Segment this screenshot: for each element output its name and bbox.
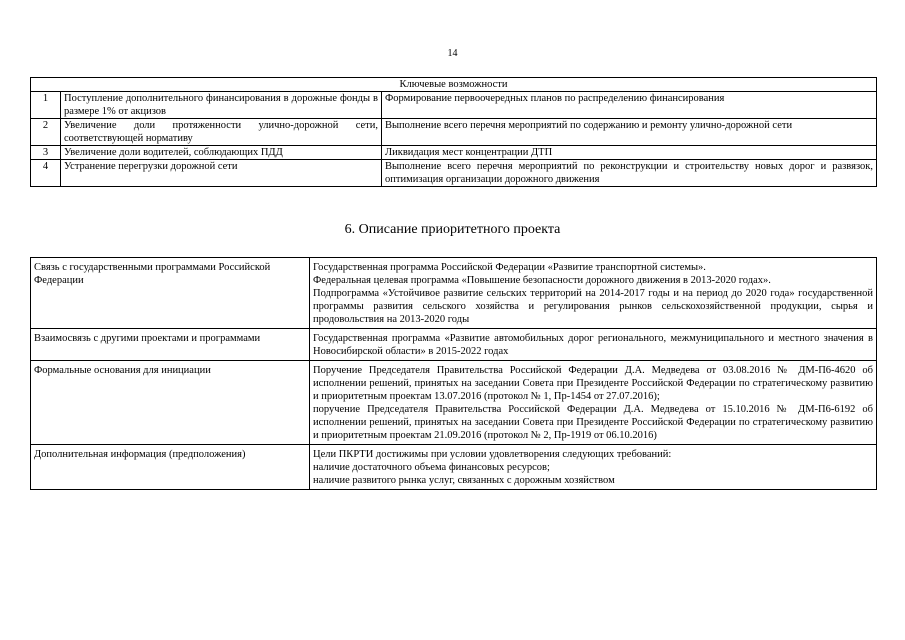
- table-row: [31, 92, 877, 119]
- row-content: [310, 361, 877, 445]
- section-title: 6. Описание приоритетного проекта: [344, 222, 561, 237]
- table-row: [31, 361, 877, 445]
- row-content: [310, 258, 877, 329]
- action-cell: Ликвидация мест концентрации ДТП: [382, 146, 877, 160]
- table-row: [31, 445, 877, 490]
- opportunity-cell: Увеличение доли водителей, соблюдающих ПДД: [61, 146, 382, 160]
- opportunity-cell: Устранение перегрузки дорожной сети: [61, 160, 382, 187]
- key-capabilities-table: [30, 77, 877, 187]
- content-paragraph: наличие развитого рынка услуг, связанных с дорожным хозяйством: [313, 475, 615, 486]
- table-row: [31, 329, 877, 361]
- content-paragraph: Цели ПКРТИ достижимы при условии удовлетворения следующих требований:: [313, 449, 672, 460]
- table-row: [31, 146, 877, 160]
- row-label: Дополнительная информация (предположения): [31, 445, 310, 490]
- opportunity-cell: Поступление дополнительного финансирования в дорожные фонды в размере 1% от акцизов: [61, 92, 382, 119]
- content-paragraph: наличие достаточного объема финансовых ресурсов;: [313, 462, 550, 473]
- row-label: Взаимосвязь с другими проектами и программами: [31, 329, 310, 361]
- action-cell: Формирование первоочередных планов по распределению финансирования: [382, 92, 877, 119]
- row-number: 2: [31, 119, 61, 146]
- table-row: [31, 119, 877, 146]
- table-row: [31, 160, 877, 187]
- content-paragraph: Государственная программа «Развитие автомобильных дорог регионального, межмуниципального и местного значения в Новосибирской области» в 2015-2022 годах: [313, 333, 873, 357]
- content-paragraph: поручение Председателя Правительства Российской Федерации Д.А. Медведева от 15.10.2016 № ДМ-П6-6192 об исполнении решений, принятых на заседании Совета при Президенте Российской Федерации по стратегическому развитию и приоритетным проектам 21.09.2016 (протокол № 2, Пр-1919 от 06.10.2016): [313, 404, 873, 441]
- page-number: 14: [447, 48, 458, 59]
- opportunity-cell: Увеличение доли протяженности улично-дорожной сети, соответствующей нормативу: [61, 119, 382, 146]
- row-label: Связь с государственными программами Российской Федерации: [31, 258, 310, 329]
- table-row: [31, 258, 877, 329]
- content-paragraph: Государственная программа Российской Федерации «Развитие транспортной системы».: [313, 262, 706, 273]
- table-header-row: [31, 78, 877, 92]
- row-content: [310, 445, 877, 490]
- row-number: 1: [31, 92, 61, 119]
- action-cell: Выполнение всего перечня мероприятий по содержанию и ремонту улично-дорожной сети: [382, 119, 877, 146]
- content-paragraph: Подпрограмма «Устойчивое развитие сельских территорий на 2014-2017 годы и на период до 2020 года» государственной программы развития сельского хозяйства и регулирования рынков сельскохозяйственной продукции, сырья и продовольствия на 2013-2020 годы: [313, 288, 873, 325]
- content-paragraph: Федеральная целевая программа «Повышение безопасности дорожного движения в 2013-2020 годах».: [313, 275, 771, 286]
- row-content: [310, 329, 877, 361]
- content-paragraph: Поручение Председателя Правительства Российской Федерации Д.А. Медведева от 03.08.2016 № ДМ-П6-4620 об исполнении решений, принятых на заседании Совета при Президенте Российской Федерации по стратегическому развитию и приоритетным проектам 13.07.2016 (протокол № 1, Пр-1454 от 27.07.2016);: [313, 365, 873, 402]
- row-label: Формальные основания для инициации: [31, 361, 310, 445]
- row-number: 4: [31, 160, 61, 187]
- action-cell: Выполнение всего перечня мероприятий по реконструкции и строительству новых дорог и развязок, оптимизация организации дорожного движения: [382, 160, 877, 187]
- project-description-table: [30, 257, 877, 490]
- row-number: 3: [31, 146, 61, 160]
- table-header: Ключевые возможности: [31, 78, 877, 92]
